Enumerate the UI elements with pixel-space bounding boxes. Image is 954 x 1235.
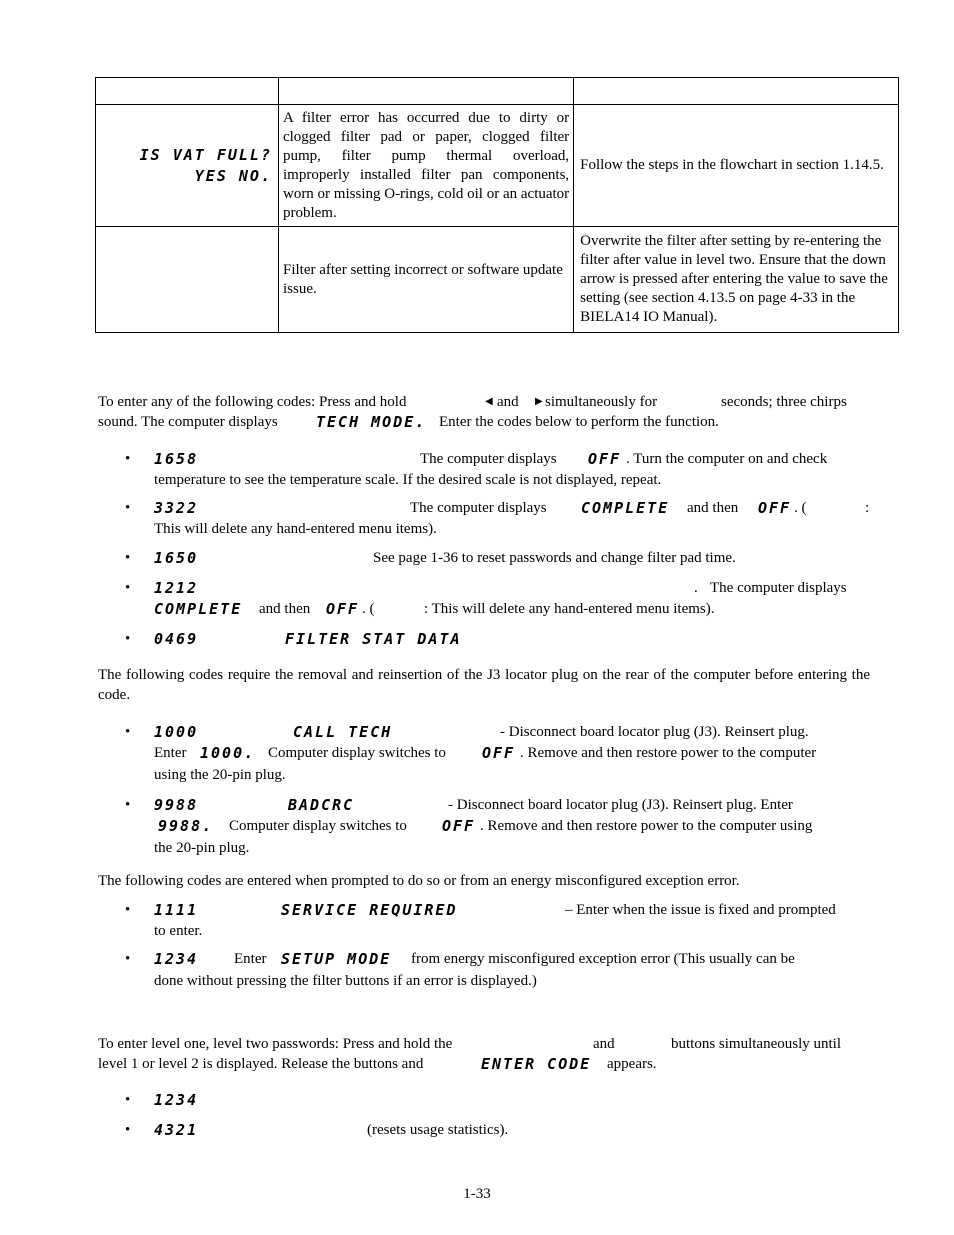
off-display: OFF — [588, 450, 622, 468]
bullet-dot: • — [125, 451, 131, 467]
list-item — [125, 949, 870, 991]
problem-cell — [96, 105, 279, 227]
text: Enter — [234, 951, 267, 967]
service-required-display: SERVICE REQUIRED — [281, 901, 458, 919]
text: using the 20-pin plug. — [154, 767, 286, 783]
text: (resets usage statistics). — [367, 1122, 509, 1138]
table-header-row — [96, 78, 899, 105]
badcrc-display: BADCRC — [288, 796, 355, 814]
setup-mode-display: SETUP MODE — [281, 950, 392, 968]
tech-mode-display: TECH MODE. — [316, 413, 427, 431]
bullet-dot: • — [125, 951, 131, 967]
list-item-text — [154, 1120, 870, 1141]
prompt-intro: The following codes are entered when prompted to do so or from an energy misconfigured exception error. — [98, 873, 740, 889]
list-item — [125, 548, 870, 569]
text: To enter level one, level two passwords: Press and hold the — [98, 1036, 453, 1052]
code-9988: 9988 — [154, 796, 199, 814]
text: This will delete any hand-entered menu items). — [154, 521, 437, 537]
code-1212: 1212 — [154, 579, 199, 597]
problem-cell — [96, 227, 279, 333]
code-4321: 4321 — [154, 1121, 199, 1139]
table-row — [96, 105, 899, 227]
page-number: 1-33 — [463, 1186, 491, 1202]
list-item — [125, 629, 870, 650]
level-intro — [98, 1034, 870, 1074]
list-item — [125, 578, 870, 620]
seconds-text: seconds; three chirps — [721, 394, 847, 410]
right-arrow-icon: ▶ — [535, 396, 543, 407]
text: Computer display switches to — [229, 818, 407, 834]
text: the 20-pin plug. — [154, 840, 250, 856]
code-0469: 0469 — [154, 630, 199, 648]
text: The computer displays — [420, 451, 557, 467]
code-1234: 1234 — [154, 950, 199, 968]
text: – Enter when the issue is fixed and prompted — [565, 902, 836, 918]
list-item — [125, 795, 870, 859]
bullet-dot: • — [125, 724, 131, 740]
display-text-line1: IS VAT FULL? — [139, 145, 272, 164]
list-item-text — [154, 722, 870, 786]
off-display: OFF — [482, 744, 516, 762]
complete-display: COMPLETE — [154, 600, 243, 618]
text: level 1 or level 2 is displayed. Release the buttons and — [98, 1056, 424, 1072]
text: buttons simultaneously until — [671, 1036, 842, 1052]
header-cell-cause — [278, 78, 573, 105]
list-item — [125, 900, 870, 942]
off-display: OFF — [442, 817, 476, 835]
text: to enter. — [154, 923, 203, 939]
filter-stat-data-display: FILTER STAT DATA — [285, 630, 462, 648]
text: and then — [687, 500, 739, 516]
left-arrow-icon: ◀ — [485, 396, 493, 407]
list-item-text — [154, 498, 870, 540]
display-text-line2: YES NO. — [194, 166, 272, 185]
and-text: and — [497, 394, 519, 410]
list-item-text — [154, 578, 870, 620]
text: The computer displays — [410, 500, 547, 516]
bullet-dot: • — [125, 1092, 131, 1108]
table-row — [96, 227, 899, 333]
code-display: 9988. — [158, 817, 214, 835]
troubleshooting-table — [95, 77, 899, 333]
list-item-text — [154, 795, 870, 859]
text: . — [694, 580, 698, 596]
text: Enter — [154, 745, 187, 761]
call-tech-display: CALL TECH — [293, 723, 393, 741]
bullet-dot: • — [125, 797, 131, 813]
code-1650: 1650 — [154, 549, 199, 567]
bullet-dot: • — [125, 1122, 131, 1138]
list-item — [125, 1120, 870, 1141]
code-1111: 1111 — [154, 901, 199, 919]
sound-text: sound. The computer displays — [98, 414, 278, 430]
correction-cell: Follow the steps in the flowchart in section 1.14.5. — [574, 105, 899, 227]
simultaneously-text: simultaneously for — [545, 394, 658, 410]
text: from energy misconfigured exception error (This usually can be — [411, 951, 795, 967]
list-item — [125, 498, 870, 540]
text: : This will delete any hand-entered menu items). — [424, 601, 715, 617]
text: - Disconnect board locator plug (J3). Reinsert plug. — [500, 724, 809, 740]
header-cell-problem — [96, 78, 279, 105]
tech-mode-intro — [98, 392, 870, 432]
code-1658: 1658 — [154, 450, 199, 468]
text: The computer displays — [710, 580, 847, 596]
text: temperature to see the temperature scale. If the desired scale is not displayed, repeat. — [154, 472, 662, 488]
intro-text: To enter any of the following codes: Press and hold — [98, 394, 407, 410]
j3-intro: The following codes require the removal and reinsertion of the J3 locator plug on the rear of the computer before entering the code. — [98, 667, 870, 703]
text: : — [865, 500, 870, 516]
correction-cell: Overwrite the filter after setting by re-entering the filter after value in level two. Ensure that the down arrow is pressed after entering the value to save the setting (see section 4.13.5 on page 4-33 in the BIELA14 IO Manual). — [574, 227, 899, 333]
text: . Turn the computer on and check — [626, 451, 828, 467]
list-item — [125, 1090, 870, 1111]
bullet-dot: • — [125, 580, 131, 596]
text: Computer display switches to — [268, 745, 446, 761]
bullet-dot: • — [125, 550, 131, 566]
enter-code-display: ENTER CODE — [481, 1055, 592, 1073]
text: appears. — [607, 1056, 657, 1072]
code-1234: 1234 — [154, 1091, 199, 1109]
text: and then — [259, 601, 311, 617]
code-display: 1000. — [200, 744, 256, 762]
bullet-dot: • — [125, 500, 131, 516]
list-item-text — [154, 449, 870, 491]
text: See page 1-36 to reset passwords and change filter pad time. — [373, 550, 736, 566]
text: - Disconnect board locator plug (J3). Reinsert plug. Enter — [448, 797, 793, 813]
text: done without pressing the filter buttons if an error is displayed.) — [154, 973, 537, 989]
text: . ( — [794, 500, 807, 516]
text: . Remove and then restore power to the computer using — [480, 818, 813, 834]
list-item-text — [154, 900, 870, 942]
text: and — [593, 1036, 615, 1052]
code-3322: 3322 — [154, 499, 199, 517]
off-display: OFF — [326, 600, 360, 618]
bullet-dot: • — [125, 902, 131, 918]
enter-below-text: Enter the codes below to perform the function. — [439, 414, 719, 430]
list-item — [125, 722, 870, 786]
text: . ( — [362, 601, 375, 617]
list-item-text — [154, 1090, 870, 1112]
list-item-text — [154, 629, 870, 650]
text: . Remove and then restore power to the computer — [520, 745, 817, 761]
off-display: OFF — [758, 499, 792, 517]
code-1000: 1000 — [154, 723, 199, 741]
complete-display: COMPLETE — [581, 499, 670, 517]
list-item-text — [154, 548, 870, 569]
list-item-text — [154, 949, 870, 992]
cause-cell: A filter error has occurred due to dirty or clogged filter pad or paper, clogged filter pump, filter pump thermal overload, improperly installed filter pan components, worn or missing O-rings, cold oil or an actuator problem. — [278, 105, 573, 227]
bullet-dot: • — [125, 631, 131, 647]
list-item — [125, 449, 870, 491]
cause-cell: Filter after setting incorrect or software update issue. — [278, 227, 573, 333]
header-cell-correction — [574, 78, 899, 105]
